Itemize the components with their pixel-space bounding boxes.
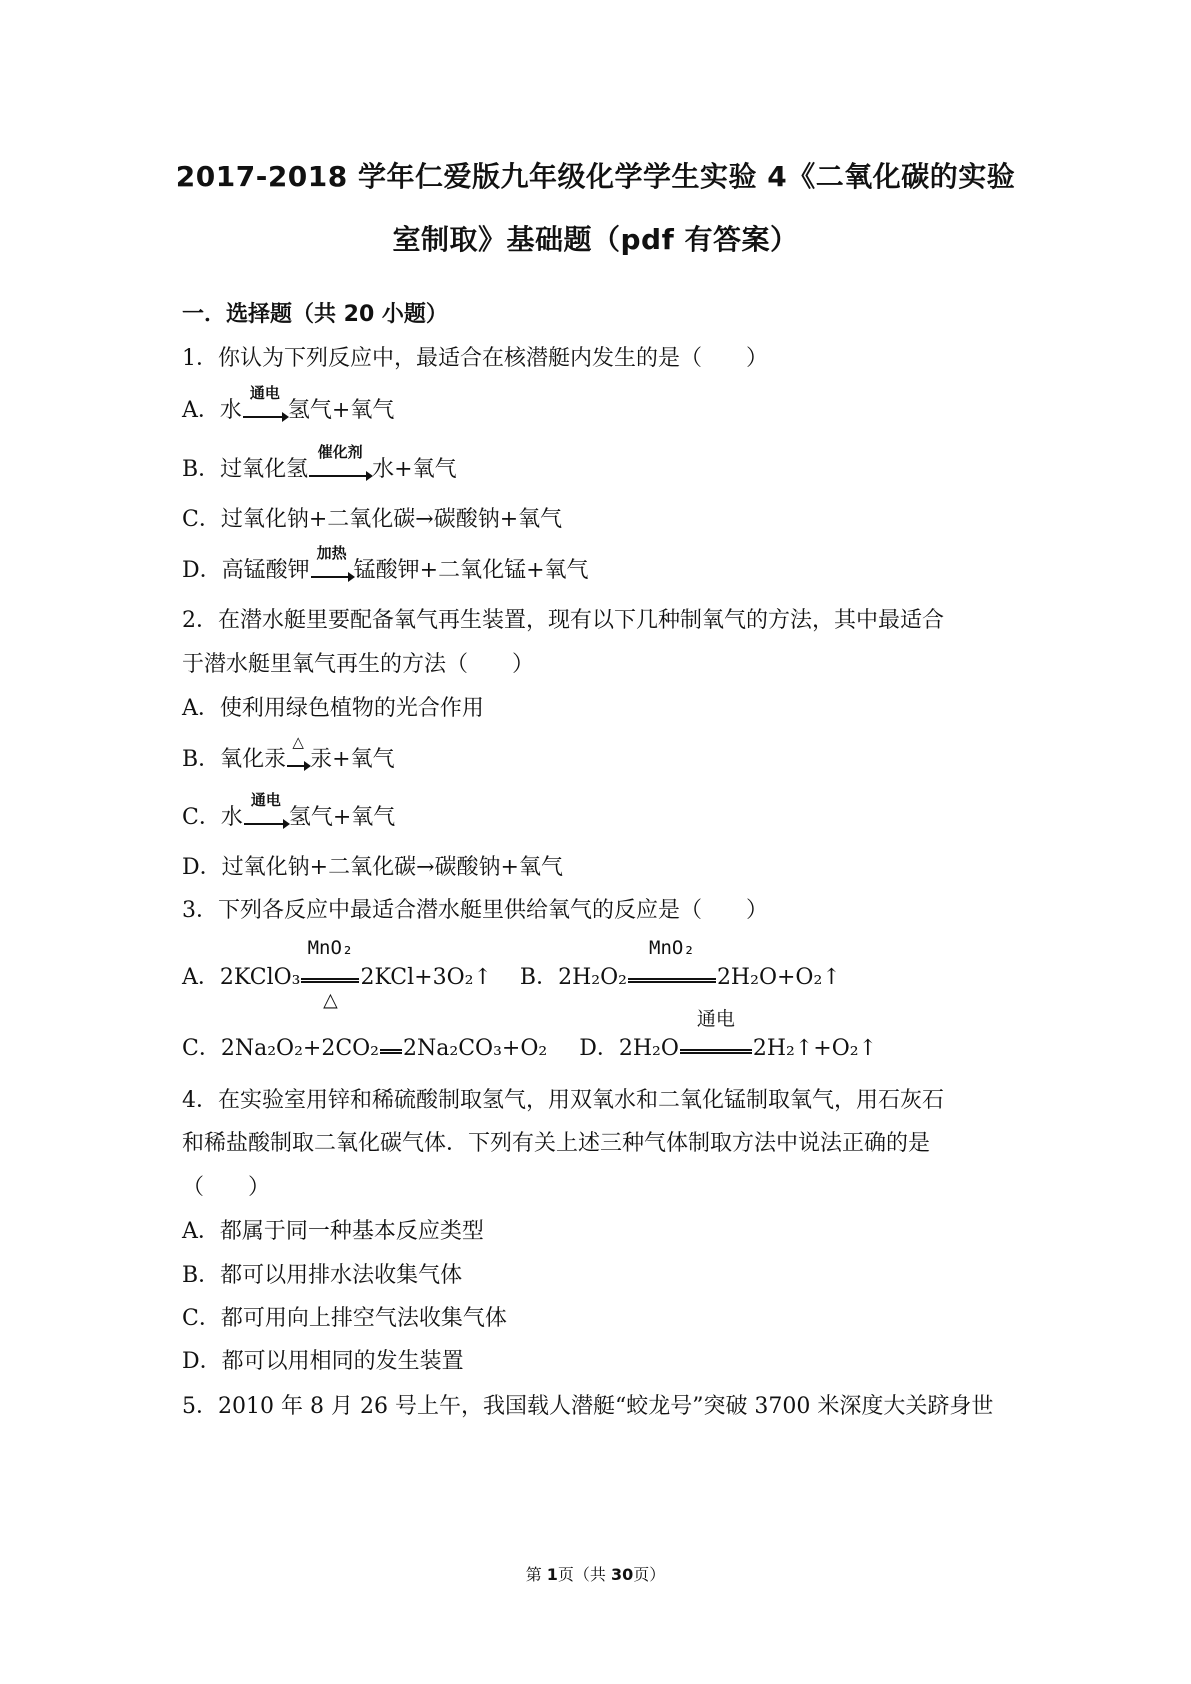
section-heading: 一．选择题（共 20 小题） [182,302,448,327]
q1-d-condition: 加热 [316,544,347,562]
q3-a-heat: △ [323,989,338,1011]
q4-option-d: D．都可以用相同的发生装置 [182,1349,464,1374]
footer-total-pages: 30 [611,1565,634,1584]
q2-b-condition: △ [292,733,304,751]
q3-a-label: A． [182,965,220,990]
q4-option-a: A．都属于同一种基本反应类型 [182,1219,484,1244]
q2-c-condition: 通电 [250,791,281,809]
q2-option-b [182,733,395,775]
q3-d-product: 2H₂↑+O₂↑ [752,1036,878,1061]
q2-option-c [182,791,396,833]
q4-stem-line-3: （ ） [182,1175,271,1200]
footer-page-number: 1 [546,1565,558,1584]
q4-option-b: B．都可以用排水法收集气体 [182,1263,463,1288]
q1-option-b [182,443,457,485]
q1-option-a [182,384,395,426]
q3-b-label: B． [519,965,559,990]
q1-a-product: 氢气+氧气 [287,398,395,423]
q3-d-label: D． [579,1036,619,1061]
equation-sign [380,1034,402,1064]
page-footer [0,1562,1191,1585]
q2-b-reactant: B．氧化汞 [182,747,287,772]
reaction-arrow [244,791,288,833]
document-title-line-1: 2017-2018 学年仁爱版九年级化学学生实验 4《二氧化碳的实验 [175,160,1016,193]
q1-stem: 1．你认为下列反应中，最适合在核潜艇内发生的是（ ） [182,346,768,371]
equation-sign [628,937,716,993]
q1-option-c: C．过氧化钠+二氧化碳→碳酸钠+氧气 [182,507,563,532]
q4-option-c: C．都可用向上排空气法收集气体 [182,1306,507,1331]
q2-stem-line-1: 2．在潜水艇里要配备氧气再生装置，现有以下几种制氧气的方法，其中最适合 [182,608,944,633]
q3-a-catalyst: MnO₂ [307,937,354,959]
q2-b-product: 汞+氧气 [310,747,395,772]
footer-suffix: 页） [633,1565,666,1584]
q3-c-reactant: 2Na₂O₂+2CO₂ [220,1036,380,1061]
q2-c-product: 氢气+氧气 [288,805,396,830]
q3-c-label: C． [182,1036,221,1061]
q2-option-a: A．使利用绿色植物的光合作用 [182,696,484,721]
equation-sign [680,1008,752,1064]
reaction-arrow [311,544,353,586]
q3-a-product: 2KCl+3O₂↑ [360,965,492,990]
q3-options-ab [182,937,841,1011]
reaction-arrow [243,384,287,426]
q1-a-condition: 通电 [249,384,280,402]
q1-option-d [182,544,589,586]
q3-d-condition: 通电 [696,1008,735,1030]
document-title-line-2: 室制取》基础题（pdf 有答案） [392,223,799,256]
footer-prefix: 第 [525,1565,547,1584]
reaction-arrow [309,443,371,485]
q1-b-product: 水+氧气 [372,457,457,482]
q3-d-reactant: 2H₂O [618,1036,679,1061]
q2-stem-line-2: 于潜水艇里氧气再生的方法（ ） [182,652,535,677]
reaction-arrow [287,733,309,775]
q2-c-reactant: C．水 [182,805,243,830]
q1-d-reactant: D．高锰酸钾 [182,558,310,583]
q1-b-condition: 催化剂 [317,443,363,461]
q5-stem: 5．2010 年 8 月 26 号上午，我国载人潜艇“蛟龙号”突破 3700 米深度大关跻身世 [182,1394,994,1419]
q1-d-product: 锰酸钾+二氧化锰+氧气 [353,558,589,583]
q3-stem: 3．下列各反应中最适合潜水艇里供给氧气的反应是（ ） [182,898,768,923]
q3-a-reactant: 2KClO₃ [219,965,301,990]
q1-b-reactant: B．过氧化氢 [182,457,309,482]
q1-a-reactant: A．水 [182,398,242,423]
q3-b-product: 2H₂O+O₂↑ [716,965,841,990]
q4-stem-line-2: 和稀盐酸制取二氧化碳气体．下列有关上述三种气体制取方法中说法正确的是 [182,1131,931,1156]
q2-option-d: D．过氧化钠+二氧化碳→碳酸钠+氧气 [182,855,563,880]
q4-stem-line-1: 4．在实验室用锌和稀硫酸制取氢气，用双氧水和二氧化锰制取氧气，用石灰石 [182,1088,944,1113]
footer-middle: 页（共 [557,1565,612,1584]
q3-b-catalyst: MnO₂ [649,937,695,959]
q3-options-cd [182,1008,878,1064]
equation-sign [301,937,359,1011]
q3-b-reactant: 2H₂O₂ [558,965,627,990]
q3-c-product: 2Na₂CO₃+O₂ [403,1036,548,1061]
